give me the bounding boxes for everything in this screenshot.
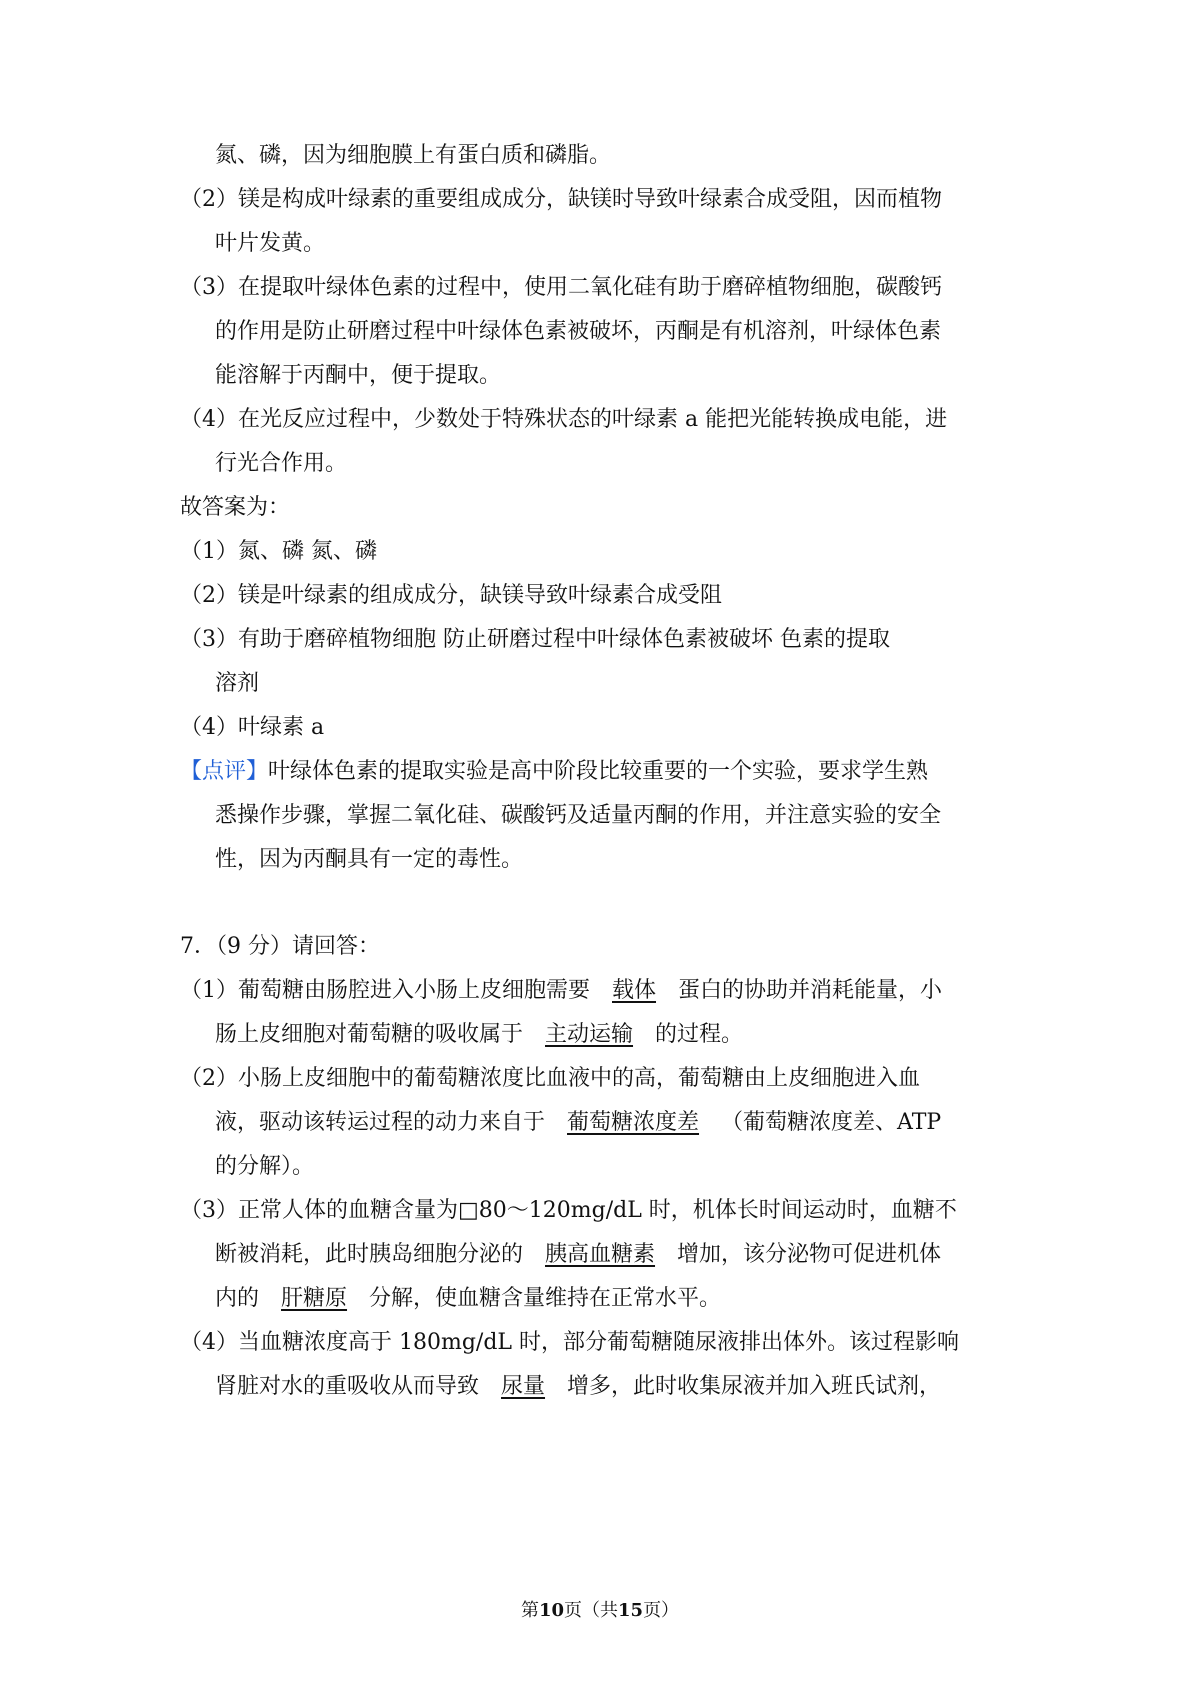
text-line: 的分解）。: [215, 1154, 315, 1179]
question-title: 7．（9 分）请回答：: [180, 934, 380, 959]
answer-blank: 胰高血糖素: [545, 1242, 656, 1267]
text-line: 肾脏对水的重吸收从而导致 尿量 增多，此时收集尿液并加入班氏试剂，: [215, 1372, 941, 1402]
text-line: 氮、磷，因为细胞膜上有蛋白质和磷脂。: [215, 143, 612, 168]
text-line: 叶片发黄。: [215, 231, 326, 256]
text-line: （1）氮、磷 氮、磷: [180, 539, 377, 564]
text-line: 能溶解于丙酮中，便于提取。: [215, 363, 502, 388]
answer-blank: 葡萄糖浓度差: [567, 1110, 700, 1135]
text-line: 断被消耗，此时胰岛细胞分泌的 胰高血糖素 增加，该分泌物可促进机体: [215, 1240, 941, 1270]
text-line: （2）小肠上皮细胞中的葡萄糖浓度比血液中的高，葡萄糖由上皮细胞进入血: [180, 1066, 920, 1091]
answer-heading: 故答案为：: [180, 495, 291, 520]
page-number: 10: [538, 1600, 564, 1621]
text-line: （4）在光反应过程中，少数处于特殊状态的叶绿素 a 能把光能转换成电能，进: [180, 407, 948, 432]
text-line: 悉操作步骤，掌握二氧化硅、碳酸钙及适量丙酮的作用，并注意实验的安全: [215, 803, 942, 828]
text-line: 液，驱动该转运过程的动力来自于 葡萄糖浓度差 （葡萄糖浓度差、ATP: [215, 1108, 941, 1138]
comment-tag: 【点评】: [180, 759, 269, 784]
text-line: （4）叶绿素 a: [180, 715, 325, 740]
text-line: 的作用是防止研磨过程中叶绿体色素被破坏，丙酮是有机溶剂，叶绿体色素: [215, 319, 942, 344]
text-line: 肠上皮细胞对葡萄糖的吸收属于 主动运输 的过程。: [215, 1020, 743, 1050]
text-line: （3）正常人体的血糖含量为□80～120mg/dL 时，机体长时间运动时，血糖不: [180, 1198, 957, 1223]
text-line: 溶剂: [215, 671, 260, 696]
text-line: （3）在提取叶绿体色素的过程中，使用二氧化硅有助于磨碎植物细胞，碳酸钙: [180, 275, 942, 300]
text-line: （2）镁是叶绿素的组成成分，缺镁导致叶绿素合成受阻: [180, 583, 722, 608]
answer-blank: 尿量: [501, 1374, 546, 1399]
text-line: （2）镁是构成叶绿素的重要组成成分，缺镁时导致叶绿素合成受阻，因而植物: [180, 187, 942, 212]
text-line: 内的 肝糖原 分解，使血糖含量维持在正常水平。: [215, 1284, 721, 1314]
answer-blank: 载体: [612, 978, 657, 1003]
text-line: （3）有助于磨碎植物细胞 防止研磨过程中叶绿体色素被破坏 色素的提取: [180, 627, 890, 652]
text-line: 性，因为丙酮具有一定的毒性。: [215, 847, 524, 872]
page-footer: 第10页（共15页）: [520, 1600, 680, 1621]
text-line: （4）当血糖浓度高于 180mg/dL 时，部分葡萄糖随尿液排出体外。该过程影响: [180, 1330, 960, 1355]
comment-line: 【点评】叶绿体色素的提取实验是高中阶段比较重要的一个实验，要求学生熟: [180, 759, 929, 784]
text-line: 行光合作用。: [215, 451, 348, 476]
answer-blank: 肝糖原: [281, 1286, 348, 1311]
text-line: （1）葡萄糖由肠腔进入小肠上皮细胞需要 载体 蛋白的协助并消耗能量，小: [180, 976, 942, 1006]
page-total: 15: [618, 1600, 644, 1621]
answer-blank: 主动运输: [545, 1022, 634, 1047]
